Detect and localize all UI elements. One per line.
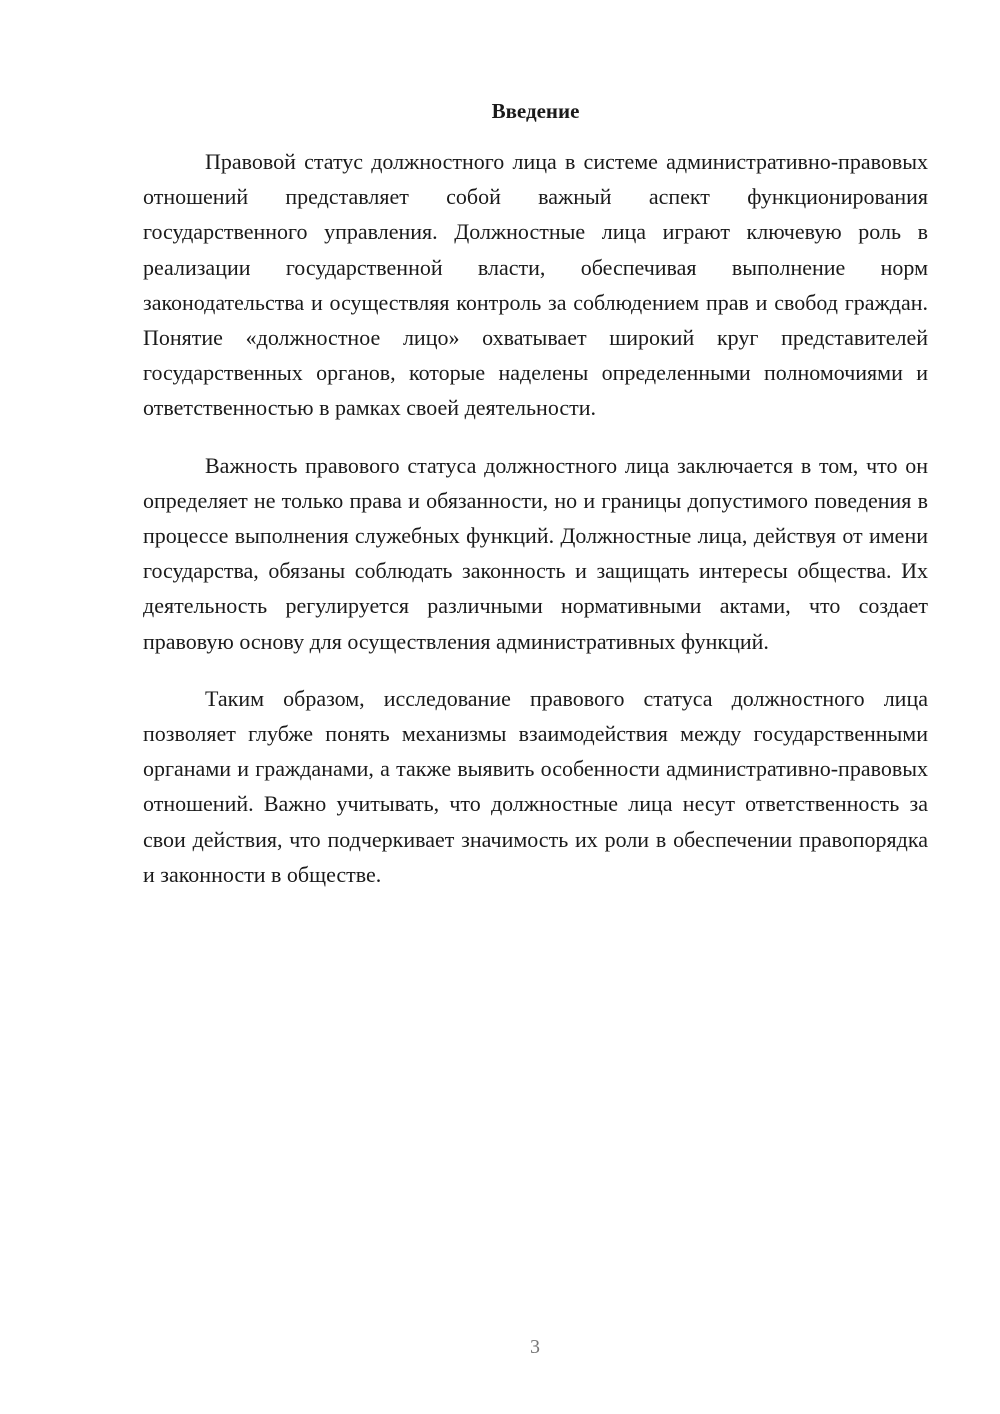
paragraph-3: Таким образом, исследование правового статуса должностного лица позволяет глубже понять механизмы взаимодействия между государственными органами и гражданами, а также выявить особенности административно-правовых отношений. Важно учитывать, что должностные лица несут ответственность за свои действия, что подчеркивает значимость их роли в обеспечении правопорядка и законности в обществе. (143, 685, 928, 887)
paragraph-1: Правовой статус должностного лица в системе административно-правовых отношений представляет собой важный аспект функционирования государственного управления. Должностные лица играют ключевую роль в реализации государственной власти, обеспечивая выполнение норм законодательства и осуществляя контроль за соблюдением прав и свобод граждан. Понятие «должностное лицо» охватывает широкий круг представителей государственных органов, которые наделены определенными полномочиями и ответственностью в рамках своей деятельности. (143, 149, 928, 421)
section-title: Введение (491, 99, 580, 123)
page-content (143, 98, 928, 892)
page-number: 3 (530, 1336, 540, 1358)
paragraph-2: Важность правового статуса должностного лица заключается в том, что он определяет не только права и обязанности, но и границы допустимого поведения в процессе выполнения служебных функций. Должностные лица, действуя от имени государства, обязаны соблюдать законность и защищать интересы общества. Их деятельность регулируется различными нормативными актами, что создает правовую основу для осуществления административных функций. (143, 452, 928, 654)
